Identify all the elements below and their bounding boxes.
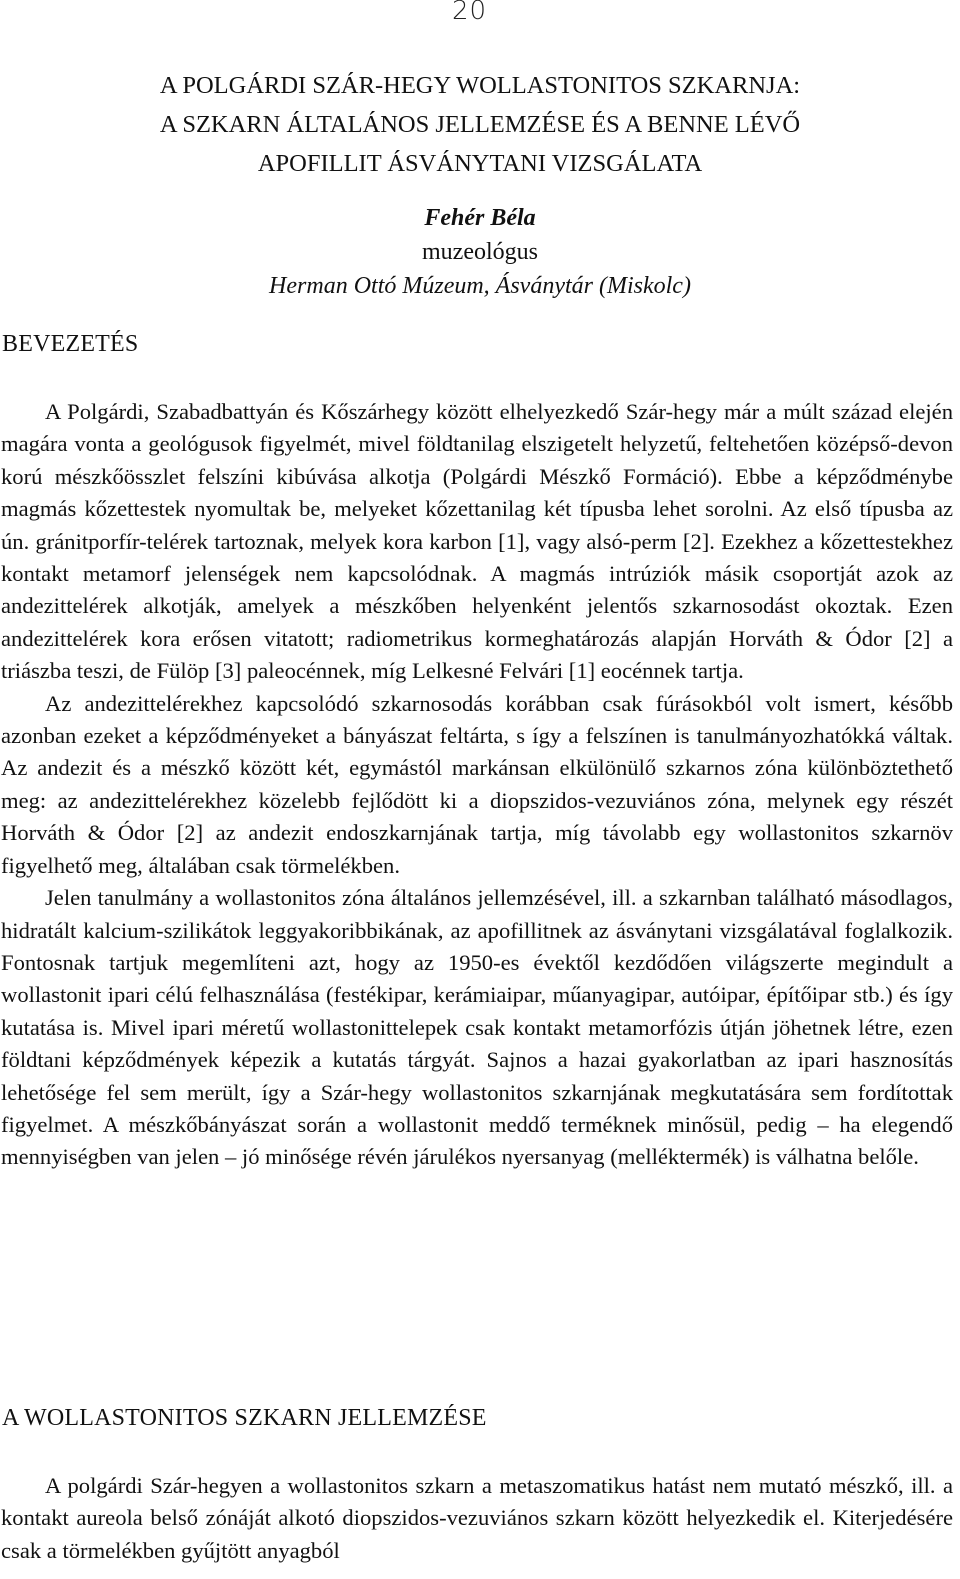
author-affiliation: Herman Ottó Múzeum, Ásványtár (Miskolc) bbox=[269, 273, 691, 299]
section-heading-wollastonite-skarn: A WOLLASTONITOS SZKARN JELLEMZÉSE bbox=[2, 1405, 487, 1431]
article-title bbox=[0, 66, 960, 183]
title-line: APOFILLIT ÁSVÁNYTANI VIZSGÁLATA bbox=[257, 150, 703, 177]
section-heading-introduction: BEVEZETÉS bbox=[2, 331, 139, 357]
paragraph: A Polgárdi, Szabadbattyán és Kőszárhegy között elhelyezkedő Szár-hegy már a múlt század elején magára vonta a geológusok figyelmét, mivel földtanilag elszigetelt helyzetű, feltehetően középső-devon korú mészkőösszlet felszíni kibúvása alkotja (Polgárdi Mészkő Formáció). Ebbe a képződménybe magmás kőzettestek nyomultak be, melyeket kőzettanilag két típusba lehet sorolni. Az első típusba az ún. gránitporfír-telérek tartoznak, melyek kora karbon [1], vagy alsó-perm [2]. Ezekhez a kőzettestekhez kontakt metamorf jelenségek nem kapcsolódnak. A magmás intrúziók másik csoportját azok az andezittelérek alkotják, amelyek a mészkőben helyenként jelentős szkarnosodást okoztak. Ezen andezittelérek kora erősen vitatott; radiometrikus kormeghatározás alapján Horváth & Ódor [2] a triászba teszi, de Fülöp [3] paleocénnek, míg Lelkesné Felvári [1] eocénnek tartja. bbox=[1, 399, 953, 684]
title-line: A POLGÁRDI SZÁR-HEGY WOLLASTONITOS SZKARNJA: bbox=[159, 72, 801, 99]
author-block bbox=[0, 201, 960, 303]
section-body-introduction bbox=[1, 396, 953, 1174]
section-body-wollastonite-skarn bbox=[1, 1470, 953, 1567]
paragraph: A polgárdi Szár-hegyen a wollastonitos szkarn a metaszomatikus hatást nem mutató mészkő, ill. a kontakt aureola belső zónáját alkotó diopszidos-vezuviános szkarn között helyezkedik el. Kiterjedésére csak a törmelékben gyűjtött anyagból bbox=[1, 1473, 953, 1563]
author-role: muzeológus bbox=[422, 239, 538, 265]
paragraph: Az andezittelérekhez kapcsolódó szkarnosodás korábban csak fúrásokból volt ismert, később azonban ezeket a képződményeket a bányászat feltárta, s így a felszínen is tanulmányozhatókká váltak. Az andezit és a mészkő között két, egymástól markánsan elkülönülő szkarnos zóna különböztethető meg: az andezittelérekhez közelebb fejlődött ki a diopszidos-vezuviános zóna, melynek egy részét Horváth & Ódor [2] az andezit endoszkarnjának tartja, míg távolabb egy wollastonitos szkarnöv figyelhető meg, általában csak törmelékben. bbox=[1, 690, 953, 878]
title-line: A SZKARN ÁLTALÁNOS JELLEMZÉSE ÉS A BENNE LÉVŐ bbox=[159, 111, 801, 138]
page-number: 20 bbox=[452, 0, 488, 26]
paragraph: Jelen tanulmány a wollastonitos zóna általános jellemzésével, ill. a szkarnban található másodlagos, hidratált kalcium-szilikátok leggyakoribbikának, az apofillitnek az ásványtani vizsgálatával foglalkozik. Fontosnak tartjuk megemlíteni azt, hogy az 1950-es évektől kezdődően világszerte megindult a wollastonit ipari célú felhasználása (festékipar, kerámiaipar, műanyagipar, autóipar, építőipar stb.) és így kutatása is. Mivel ipari méretű wollastonittelepek csak kontakt metamorfózis útján jöhetnek létre, ezen földtani képződmények képezik a kutatás tárgyát. Sajnos a hazai gyakorlatban az ipari hasznosítás lehetősége fel sem merült, így a Szár-hegy wollastonitos szkarnjának megkutatására sem fordítottak figyelmet. A mészkőbányászat során a wollastonit meddő terméknek minősül, pedig – ha elegendő mennyiségben van jelen – jó minősége révén járulékos nyersanyag (melléktermék) is válhatna belőle. bbox=[1, 885, 953, 1170]
author-name: Fehér Béla bbox=[424, 205, 536, 231]
